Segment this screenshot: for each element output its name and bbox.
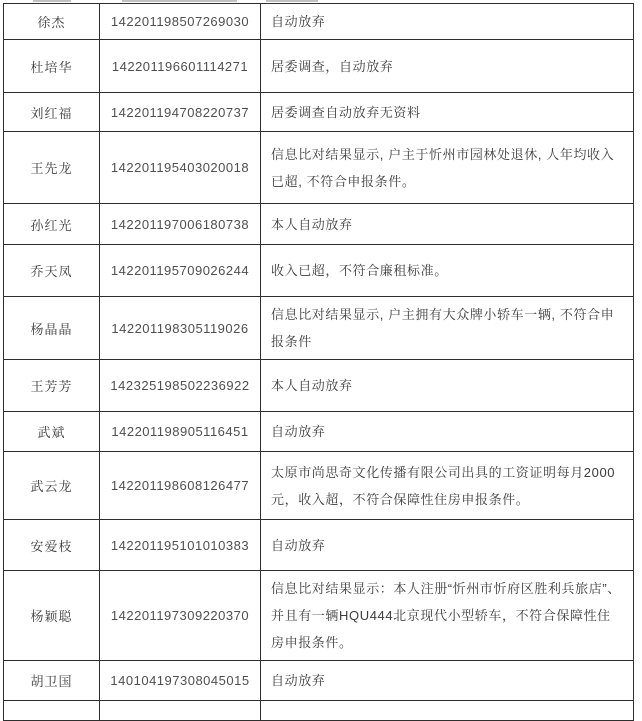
review-remark: 居委调查，自动放弃 (261, 40, 634, 93)
table-row (4, 452, 634, 520)
table-row (4, 661, 634, 701)
applicants-table (3, 3, 634, 721)
applicant-id-number: 142201194708220737 (100, 93, 261, 132)
applicant-name: 胡卫国 (4, 661, 100, 701)
table-row (4, 4, 634, 40)
applicant-name: 乔天凤 (4, 245, 100, 297)
table-row (4, 93, 634, 132)
applicant-name: 刘红福 (4, 93, 100, 132)
applicant-name (4, 701, 100, 721)
applicant-id-number: 142201195403020018 (100, 132, 261, 204)
table-row (4, 412, 634, 452)
review-remark: 太原市尚思奇文化传播有限公司出具的工资证明每月2000元，收入超，不符合保障性住房申报条件。 (261, 452, 634, 520)
applicant-name: 孙红光 (4, 204, 100, 245)
applicant-name: 武云龙 (4, 452, 100, 520)
applicant-id-number: 142201198507269030 (100, 4, 261, 40)
table-row (4, 701, 634, 721)
applicant-name: 杨晶晶 (4, 297, 100, 360)
review-remark: 信息比对结果显示, 户主于忻州市园林处退休, 人年均收入已超, 不符合申报条件。 (261, 132, 634, 204)
applicant-id-number: 142201195709026244 (100, 245, 261, 297)
applicant-id-number: 142201198608126477 (100, 452, 261, 520)
table-row (4, 297, 634, 360)
applicant-name: 武斌 (4, 412, 100, 452)
table-row (4, 520, 634, 571)
review-remark: 信息比对结果显示：本人注册“忻州市忻府区胜利兵旅店”、并且有一辆HQU444北京现代小型轿车，不符合保障性住房申报条件。 (261, 571, 634, 661)
applicant-id-number: 142201197006180738 (100, 204, 261, 245)
cut-off-row-above (0, 0, 642, 3)
table-row (4, 245, 634, 297)
applicant-id-number: 142325198502236922 (100, 360, 261, 412)
review-remark (261, 701, 634, 721)
review-remark: 居委调查自动放弃无资料 (261, 93, 634, 132)
applicant-id-number: 142201198905116451 (100, 412, 261, 452)
applicant-name: 安爱枝 (4, 520, 100, 571)
text-remnant (266, 0, 318, 2)
review-remark: 自动放弃 (261, 661, 634, 701)
table-row (4, 360, 634, 412)
applicants-table-body (4, 4, 634, 721)
review-remark: 本人自动放弃 (261, 360, 634, 412)
applicant-id-number: 142201197309220370 (100, 571, 261, 661)
review-remark: 收入已超，不符合廉租标准。 (261, 245, 634, 297)
applicant-id-number: 142201195101010383 (100, 520, 261, 571)
applicant-id-number: 140104197308045015 (100, 661, 261, 701)
table-row (4, 571, 634, 661)
applicant-id-number: 142201198305119026 (100, 297, 261, 360)
review-remark: 信息比对结果显示, 户主拥有大众牌小轿车一辆, 不符合申报条件 (261, 297, 634, 360)
text-remnant (122, 0, 237, 2)
review-remark: 自动放弃 (261, 412, 634, 452)
applicant-id-number (100, 701, 261, 721)
applicant-name: 王先龙 (4, 132, 100, 204)
table-row (4, 132, 634, 204)
table-row (4, 40, 634, 93)
review-remark: 自动放弃 (261, 4, 634, 40)
applicant-name: 王芳芳 (4, 360, 100, 412)
applicant-name: 徐杰 (4, 4, 100, 40)
applicant-name: 杜培华 (4, 40, 100, 93)
review-remark: 自动放弃 (261, 520, 634, 571)
applicant-id-number: 142201196601114271 (100, 40, 261, 93)
applicant-name: 杨颖聪 (4, 571, 100, 661)
table-row (4, 204, 634, 245)
text-remnant (33, 0, 71, 2)
review-remark: 本人自动放弃 (261, 204, 634, 245)
